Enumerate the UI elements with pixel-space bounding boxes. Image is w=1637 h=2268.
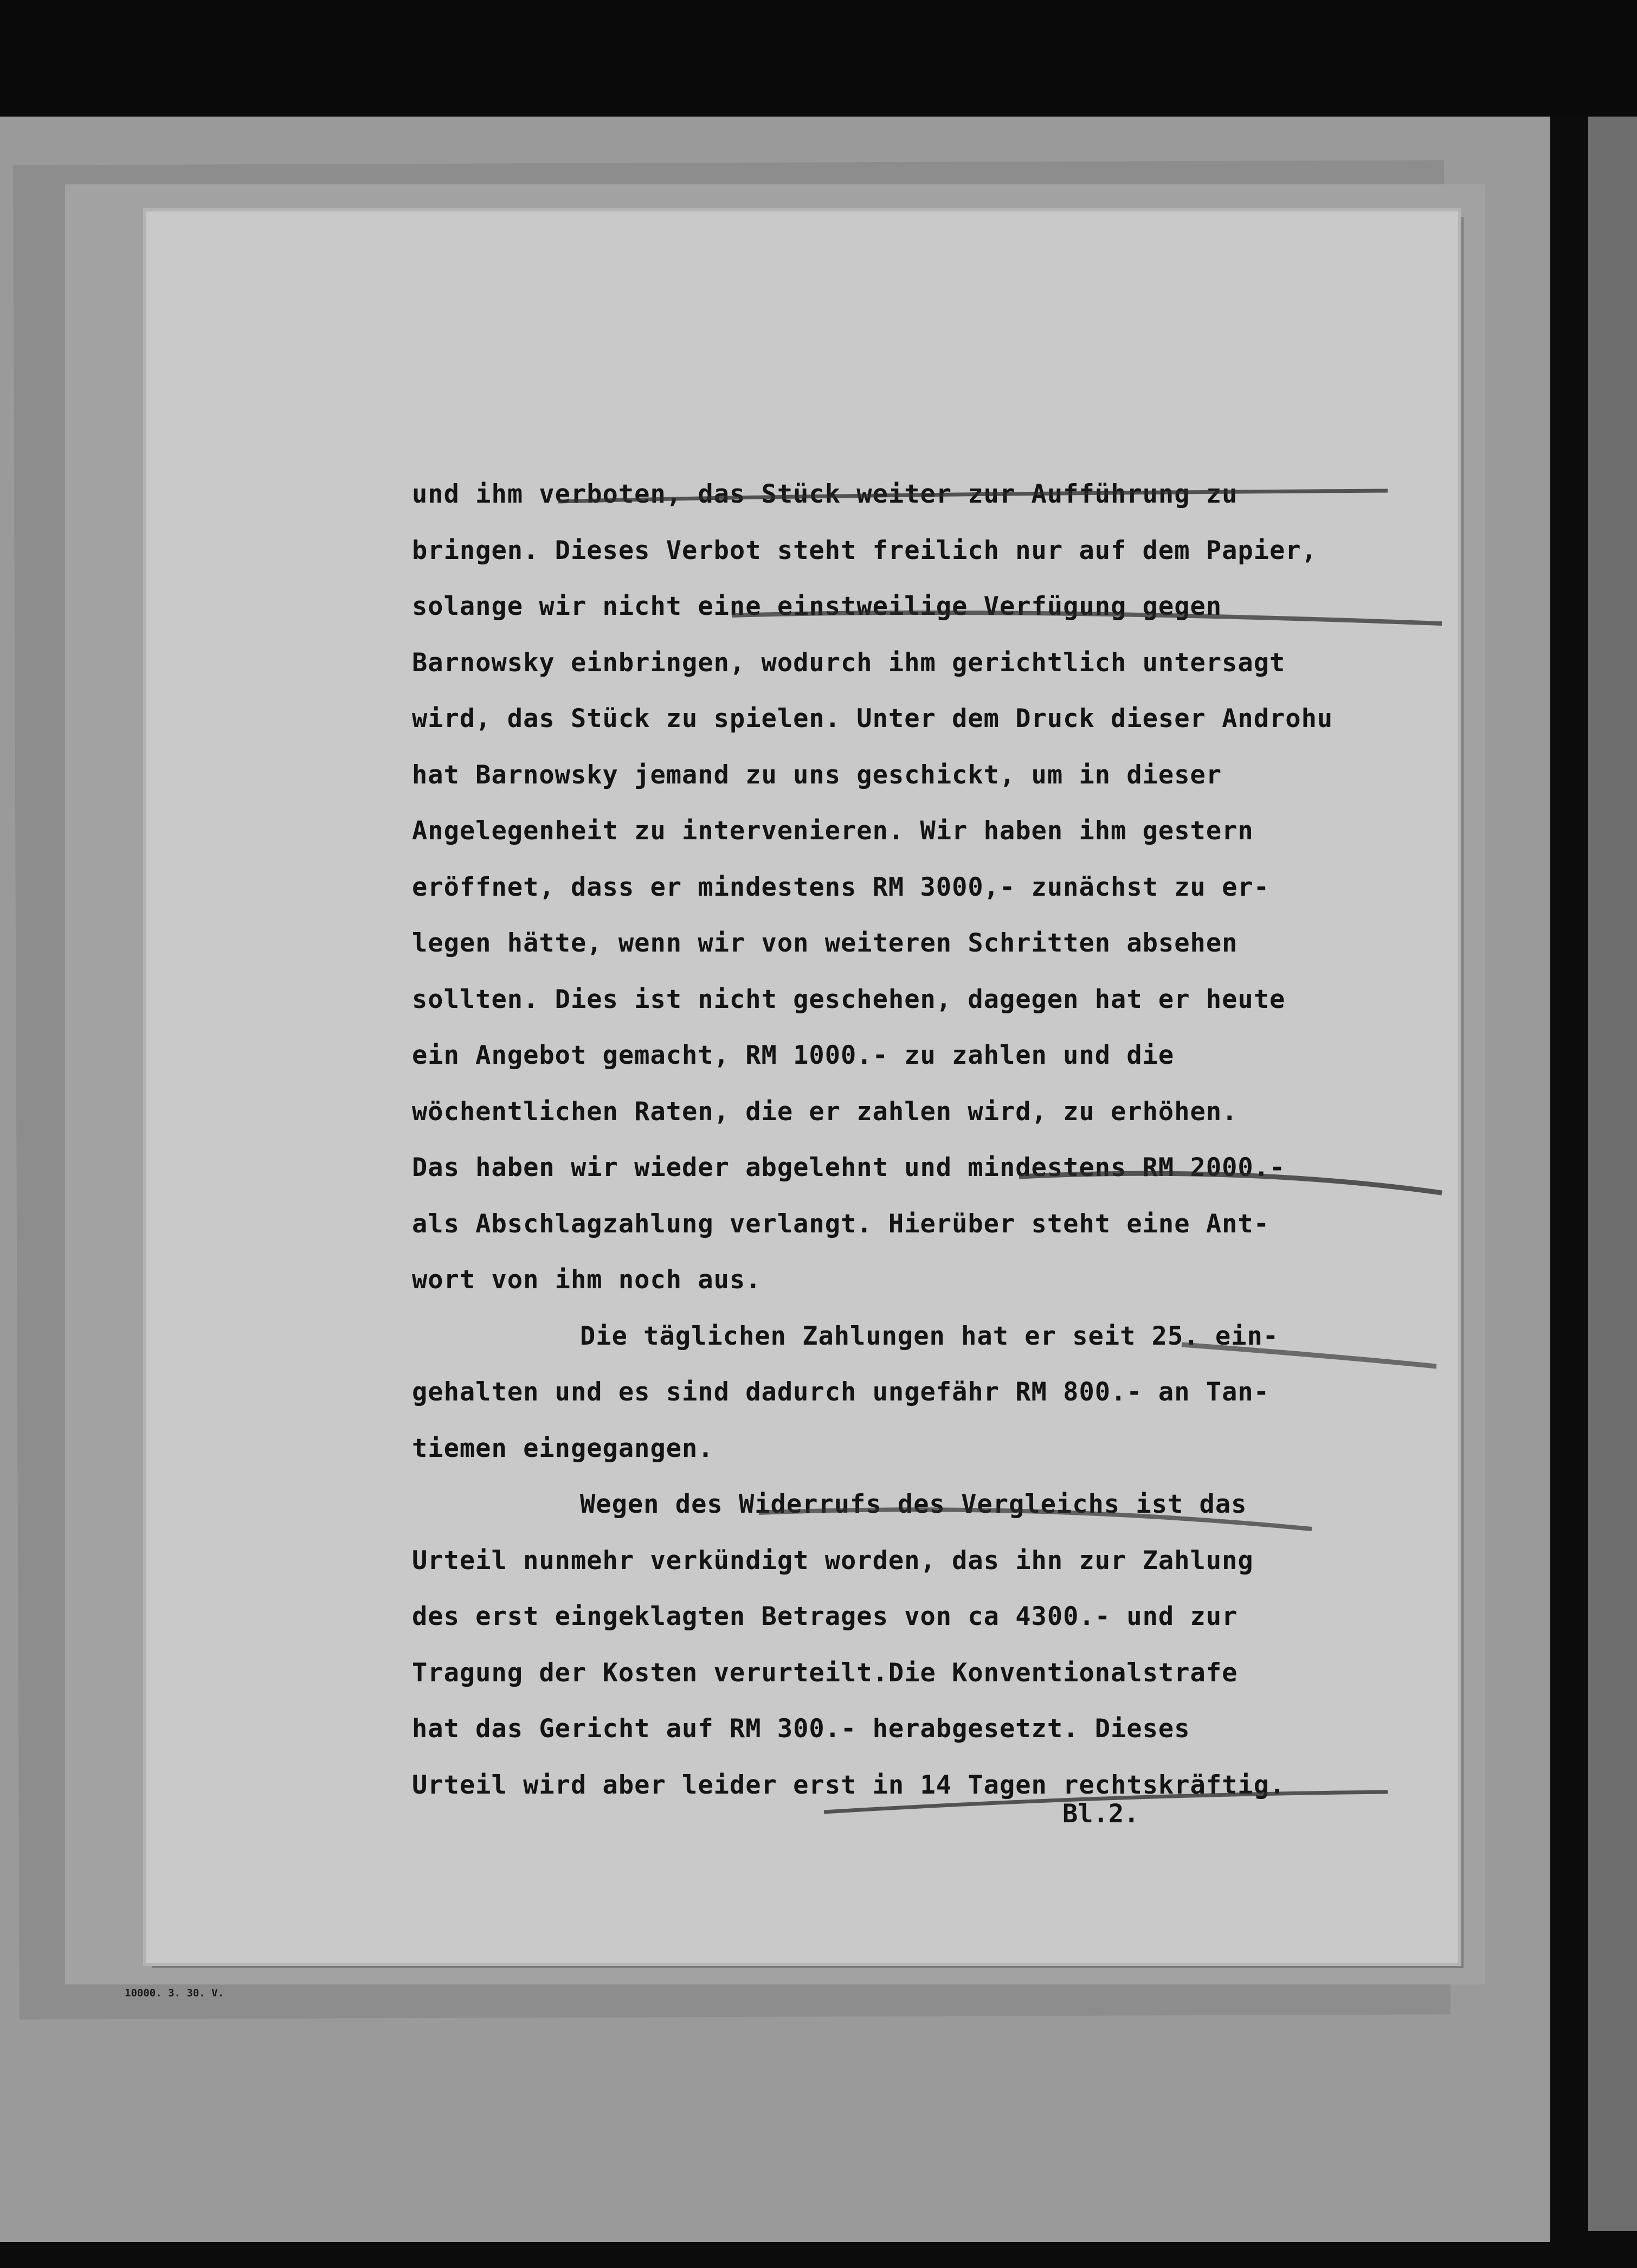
bleed-through-letterhead bbox=[282, 304, 1312, 329]
text-line: Barnowsky einbringen, wodurch ihm gerichtlich untersagt bbox=[412, 647, 1286, 678]
text-line: solange wir nicht eine einstweilige Verfügung gegen bbox=[412, 592, 1222, 621]
page-reference: Bl.2. bbox=[1062, 1799, 1139, 1829]
text-line: Urteil wird aber leider erst in 14 Tagen rechtskräftig. bbox=[412, 1770, 1286, 1800]
text-line: tiemen eingegangen. bbox=[412, 1433, 714, 1463]
text-line: Tragung der Kosten verurteilt.Die Konventionalstrafe bbox=[412, 1657, 1238, 1688]
letter-body bbox=[412, 466, 1420, 1813]
text-line: eröffnet, dass er mindestens RM 3000,- zunächst zu er- bbox=[412, 872, 1270, 902]
text-line: als Abschlagzahlung verlangt. Hierüber steht eine Ant- bbox=[412, 1209, 1270, 1239]
text-line: Die täglichen Zahlungen hat er seit 25. ein- bbox=[580, 1321, 1279, 1351]
text-line: Das haben wir wieder abgelehnt und mindestens RM 2000.- bbox=[412, 1153, 1286, 1183]
text-line: gehalten und es sind dadurch ungefähr RM 800.- an Tan- bbox=[412, 1377, 1270, 1407]
text-line: wöchentlichen Raten, die er zahlen wird, zu erhöhen. bbox=[412, 1096, 1238, 1127]
text-line: legen hätte, wenn wir von weiteren Schritten absehen bbox=[412, 928, 1238, 958]
text-line: des erst eingeklagten Betrages von ca 4300.- und zur bbox=[412, 1602, 1238, 1631]
text-line: wird, das Stück zu spielen. Unter dem Druck dieser Androhu bbox=[412, 704, 1333, 734]
text-line: bringen. Dieses Verbot steht freilich nur auf dem Papier, bbox=[412, 535, 1317, 566]
text-line: Urteil nunmehr verkündigt worden, das ihn zur Zahlung bbox=[412, 1545, 1254, 1576]
text-line: ein Angebot gemacht, RM 1000.- zu zahlen und die bbox=[412, 1040, 1175, 1070]
text-line: Angelegenheit zu intervenieren. Wir haben ihm gestern bbox=[412, 816, 1254, 846]
text-line: sollten. Dies ist nicht geschehen, dagegen hat er heute bbox=[412, 984, 1286, 1014]
form-number: 10000. 3. 30. V. bbox=[125, 1987, 224, 1999]
adjacent-page-strip bbox=[1588, 117, 1637, 2231]
text-line: wort von ihm noch aus. bbox=[412, 1265, 762, 1295]
text-line: und ihm verboten, das Stück weiter zur Aufführung zu bbox=[412, 479, 1238, 509]
text-line: hat Barnowsky jemand zu uns geschickt, um in dieser bbox=[412, 760, 1222, 790]
text-line: hat das Gericht auf RM 300.- herabgesetzt. Dieses bbox=[412, 1714, 1190, 1744]
scan-top-border bbox=[0, 0, 1637, 117]
text-line: Wegen des Widerrufs des Vergleichs ist das bbox=[580, 1489, 1247, 1519]
